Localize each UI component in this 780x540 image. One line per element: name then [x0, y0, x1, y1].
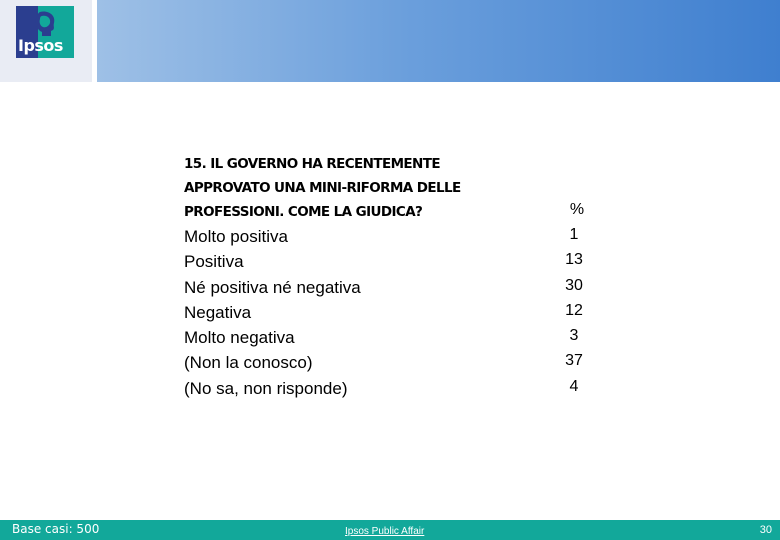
row-value: 13: [565, 251, 583, 269]
logo-text: Ipsos: [18, 36, 63, 55]
percent-header: %: [569, 201, 585, 218]
header: [0, 0, 780, 82]
header-banner: [97, 0, 780, 82]
footer-link[interactable]: Ipsos Public Affair: [345, 526, 425, 537]
row-label: Molto positiva: [184, 227, 288, 246]
footer-bar: [0, 520, 780, 540]
question-text: [184, 152, 544, 224]
table-row: [184, 300, 604, 325]
row-label: (No sa, non risponde): [184, 378, 348, 398]
question-line-2: APPROVATO UNA MINI-RIFORMA DELLE: [184, 180, 461, 196]
table-row: [184, 350, 604, 375]
row-label: Negativa: [184, 302, 252, 322]
table-row: [184, 249, 604, 274]
row-value: 37: [565, 352, 583, 370]
row-value: 4: [569, 377, 579, 395]
row-value: 1: [569, 226, 579, 243]
question-line-1: 15. IL GOVERNO HA RECENTEMENTE: [184, 156, 440, 172]
row-label: Positiva: [184, 252, 244, 272]
logo-area: [0, 0, 92, 82]
question-line-3: PROFESSIONI. COME LA GIUDICA?: [184, 204, 423, 220]
base-cases: Base casi: 500: [12, 522, 100, 536]
page-number: 30: [759, 524, 772, 536]
row-label: Molto negativa: [184, 328, 295, 348]
row-value: 30: [565, 276, 583, 294]
table-row: [184, 224, 604, 249]
table-row: [184, 275, 604, 300]
table-row: [184, 376, 604, 401]
row-label: Né positiva né negativa: [184, 277, 361, 297]
answer-table: [184, 224, 604, 401]
ipsos-logo: [16, 6, 74, 58]
row-label: (Non la conosco): [184, 353, 313, 373]
row-value: 12: [565, 301, 583, 319]
table-row: [184, 325, 604, 350]
row-value: 3: [569, 327, 579, 345]
